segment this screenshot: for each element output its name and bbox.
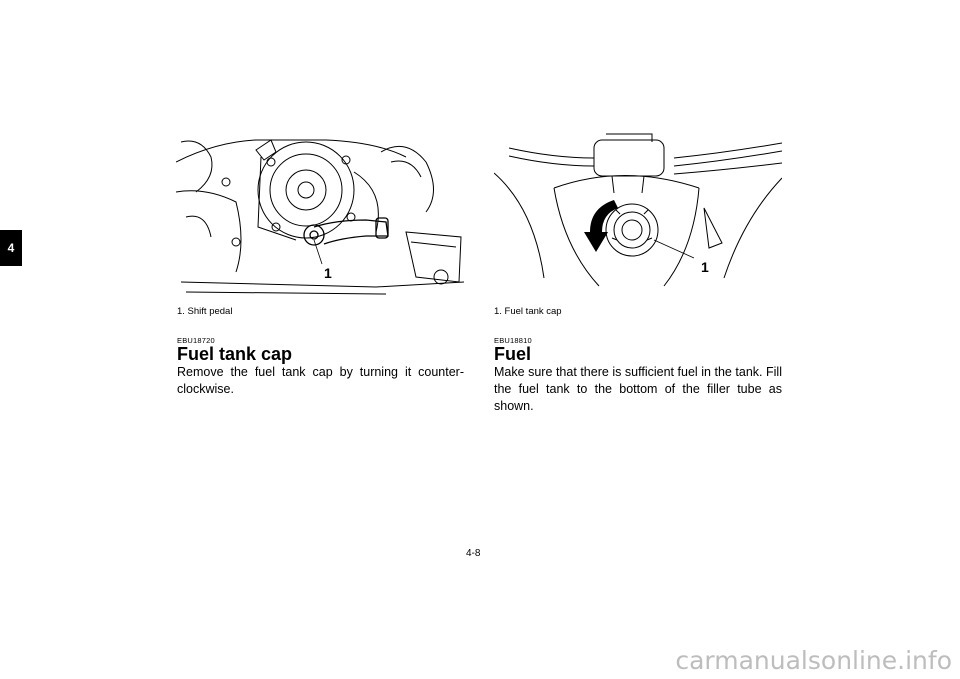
section-code: EBU18810 xyxy=(494,336,532,345)
shift-pedal-illustration xyxy=(176,132,464,295)
fuel-tank-cap-illustration xyxy=(494,128,782,291)
section-body: Remove the fuel tank cap by turning it counter-clockwise. xyxy=(177,365,464,396)
figure-caption: 1. Fuel tank cap xyxy=(494,306,562,317)
figure-callout: 1 xyxy=(324,265,332,281)
chapter-tab: 4 xyxy=(0,230,22,266)
figure-caption: 1. Shift pedal xyxy=(177,306,233,317)
figure-callout: 1 xyxy=(701,259,709,275)
watermark: carmanualsonline.info xyxy=(675,646,952,675)
section-code: EBU18720 xyxy=(177,336,215,345)
page-number: 4-8 xyxy=(466,548,481,559)
section-body: Make sure that there is sufficient fuel in the tank. Fill the fuel tank to the bottom of the filler tube as shown. xyxy=(494,365,782,413)
fuel-tank-cap-figure xyxy=(494,128,782,291)
shift-pedal-figure xyxy=(176,132,464,295)
section-heading: Fuel tank cap xyxy=(177,344,293,364)
section-heading: Fuel xyxy=(494,344,532,364)
